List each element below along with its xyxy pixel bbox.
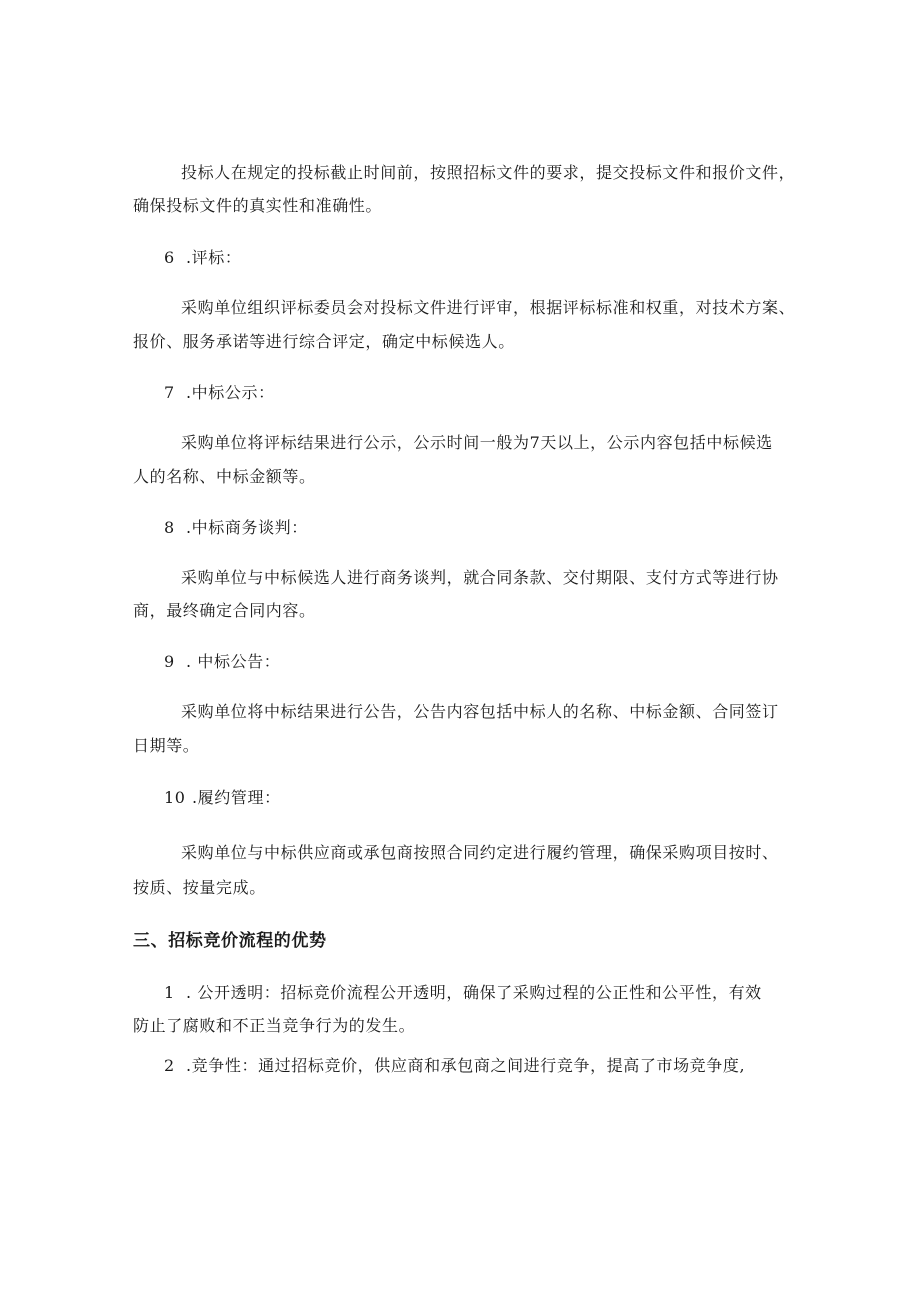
- section-9-number: 9: [164, 652, 175, 671]
- section-8-number: 8: [164, 518, 175, 537]
- advantage-1-number: 1: [164, 983, 175, 1002]
- section-7-number: 7: [164, 383, 175, 402]
- section-6-heading: [164, 248, 242, 268]
- section-9-heading: [164, 652, 280, 672]
- advantage-2-text: .竞争性：通过招标竞价，供应商和承包商之间进行竞争，提高了市场竞争度,: [186, 1056, 746, 1075]
- paragraph-eval-line-1: 采购单位组织评标委员会对投标文件进行评审，根据评标标准和权重，对技术方案、: [181, 298, 796, 317]
- section-3-heading: 三、招标竞价流程的优势: [133, 931, 327, 951]
- section-6-title: .评标：: [186, 248, 242, 267]
- section-10-title: .履约管理：: [192, 788, 281, 807]
- paragraph-announcement-line-2: 日期等。: [133, 736, 200, 755]
- section-7-heading: [164, 383, 275, 403]
- section-6-number: 6: [164, 248, 175, 267]
- paragraph-performance-line-2: 按质、按量完成。: [133, 878, 266, 897]
- paragraph-performance-line-1: 采购单位与中标供应商或承包商按照合同约定进行履约管理，确保采购项目按时、: [181, 843, 779, 862]
- paragraph-negotiation-line-1: 采购单位与中标候选人进行商务谈判，就合同条款、交付期限、支付方式等进行协: [181, 568, 779, 587]
- section-10-heading: [164, 788, 281, 808]
- paragraph-submit-line-2: 确保投标文件的真实性和准确性。: [133, 196, 383, 215]
- section-8-heading: [164, 518, 308, 538]
- section-7-title: .中标公示：: [186, 383, 275, 402]
- advantage-2-line-1: [164, 1056, 745, 1076]
- advantage-1-text: . 公开透明：招标竞价流程公开透明，确保了采购过程的公正性和公平性，有效: [186, 983, 762, 1002]
- section-10-number: 10: [164, 788, 186, 807]
- paragraph-publicity-line-1: 采购单位将评标结果进行公示，公示时间一般为7天以上，公示内容包括中标候选: [181, 433, 773, 452]
- section-8-title: .中标商务谈判：: [186, 518, 308, 537]
- paragraph-eval-line-2: 报价、服务承诺等进行综合评定，确定中标候选人。: [133, 332, 515, 351]
- section-9-title: . 中标公告：: [186, 652, 281, 671]
- advantage-1-line-2: 防止了腐败和不正当竞争行为的发生。: [133, 1016, 416, 1035]
- paragraph-announcement-line-1: 采购单位将中标结果进行公告，公告内容包括中标人的名称、中标金额、合同签订: [181, 702, 779, 721]
- paragraph-negotiation-line-2: 商，最终确定合同内容。: [133, 601, 316, 620]
- advantage-2-number: 2: [164, 1056, 175, 1075]
- advantage-1-line-1: [164, 983, 762, 1003]
- paragraph-publicity-line-2: 人的名称、中标金额等。: [133, 467, 316, 486]
- paragraph-submit-line-1: 投标人在规定的投标截止时间前，按照招标文件的要求，提交投标文件和报价文件，: [181, 163, 796, 182]
